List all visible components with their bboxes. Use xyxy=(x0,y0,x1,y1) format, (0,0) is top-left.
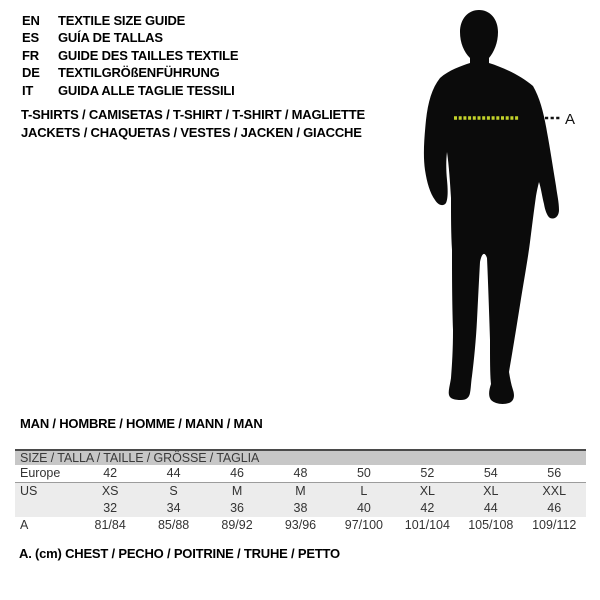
table-cell: 44 xyxy=(142,465,205,483)
table-row-europe xyxy=(15,465,586,483)
table-cell: 46 xyxy=(205,465,268,483)
table-cell: 101/104 xyxy=(404,518,450,532)
table-cell: 44 xyxy=(459,500,522,517)
table-cell: 50 xyxy=(332,465,395,483)
table-cell: 42 xyxy=(78,465,141,483)
man-silhouette-figure xyxy=(395,0,600,410)
language-label: GUÍA DE TALLAS xyxy=(58,30,163,46)
table-cell: 85/88 xyxy=(157,518,190,532)
table-cell: 93/96 xyxy=(284,518,317,532)
table-cell: M xyxy=(269,483,332,501)
table-cell: 81/84 xyxy=(94,518,126,532)
row-label: US xyxy=(15,483,78,501)
language-row xyxy=(22,12,238,29)
language-code: FR xyxy=(22,47,39,63)
table-cell: 40 xyxy=(332,500,395,517)
table-cell: 105/108 xyxy=(468,518,514,532)
table-row-us-numeric xyxy=(15,500,586,517)
table-cell: 48 xyxy=(269,465,332,483)
language-code: DE xyxy=(22,65,40,81)
language-row xyxy=(22,29,238,46)
language-row xyxy=(22,64,238,81)
language-code: IT xyxy=(22,82,34,98)
size-table-header-row xyxy=(15,450,586,465)
table-cell: M xyxy=(205,483,268,501)
table-cell: 32 xyxy=(78,500,141,517)
measure-label-a: A xyxy=(565,111,576,128)
language-label: TEXTILE SIZE GUIDE xyxy=(58,13,186,28)
table-cell: 56 xyxy=(523,465,587,483)
table-cell: 89/92 xyxy=(221,518,253,532)
measurement-footnote: A. (cm) CHEST / PECHO / POITRINE / TRUHE / PETTO xyxy=(19,546,340,561)
section-title-man: MAN / HOMBRE / HOMME / MANN / MAN xyxy=(20,416,263,431)
size-table-header: SIZE / TALLA / TAILLE / GRÖSSE / TAGLIA xyxy=(15,450,586,465)
table-cell: 54 xyxy=(459,465,522,483)
table-cell: 42 xyxy=(396,500,459,517)
table-row-us xyxy=(15,483,586,501)
table-cell: 97/100 xyxy=(344,518,384,532)
language-label: GUIDA ALLE TAGLIE TESSILI xyxy=(58,82,235,98)
category-tshirts: T-SHIRTS / CAMISETAS / T-SHIRT / T-SHIRT / MAGLIETTE xyxy=(21,107,365,122)
table-cell: XL xyxy=(459,483,522,501)
table-row-chest-a xyxy=(15,517,586,534)
table-cell: 36 xyxy=(205,500,268,517)
language-label: GUIDE DES TAILLES TEXTILE xyxy=(58,47,239,63)
language-row xyxy=(22,82,238,99)
language-row xyxy=(22,47,238,64)
table-cell: 109/112 xyxy=(532,518,577,532)
row-label xyxy=(15,500,78,517)
table-cell: XL xyxy=(396,483,459,501)
row-label: A xyxy=(20,518,29,532)
table-cell: 46 xyxy=(523,500,587,517)
language-label: TEXTILGRÖßENFÜHRUNG xyxy=(58,65,220,81)
size-table xyxy=(15,449,586,534)
garment-categories xyxy=(21,106,365,141)
man-silhouette xyxy=(424,10,559,404)
language-code: EN xyxy=(22,13,40,28)
table-cell: XS xyxy=(78,483,141,501)
table-cell: 38 xyxy=(269,500,332,517)
language-code: ES xyxy=(22,30,39,46)
table-cell: 52 xyxy=(396,465,459,483)
table-cell: 34 xyxy=(142,500,205,517)
table-cell: XXL xyxy=(523,483,587,501)
table-cell: L xyxy=(332,483,395,501)
language-list xyxy=(22,12,238,99)
row-label: Europe xyxy=(15,465,78,483)
category-jackets: JACKETS / CHAQUETAS / VESTES / JACKEN / GIACCHE xyxy=(21,124,362,140)
table-cell: S xyxy=(142,483,205,501)
